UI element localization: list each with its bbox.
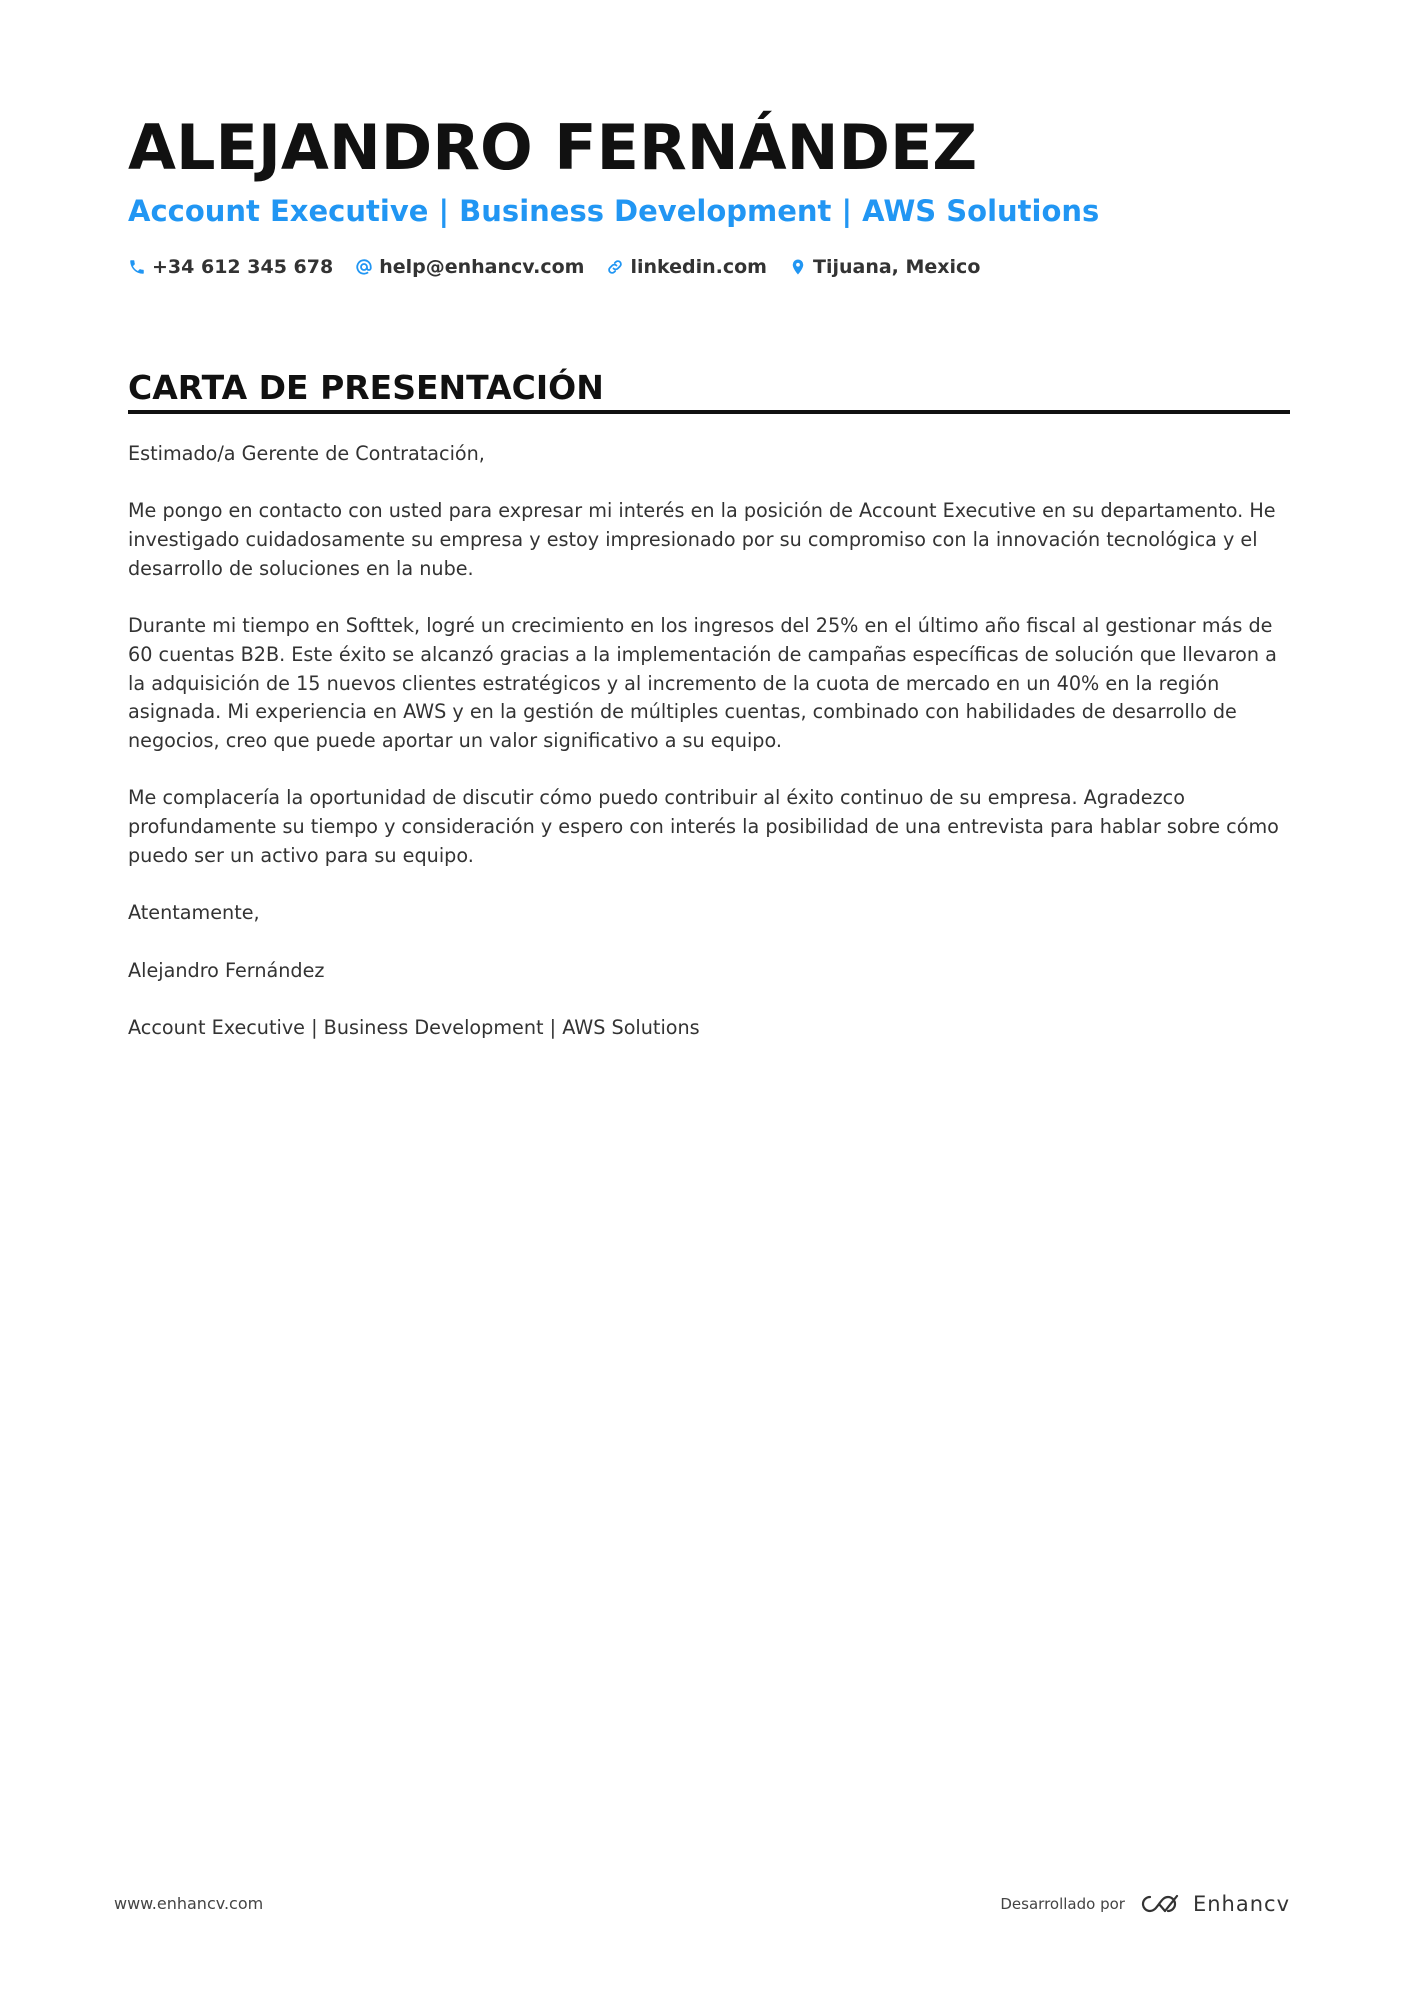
candidate-name: ALEJANDRO FERNÁNDEZ [128, 111, 978, 184]
enhancv-logo-icon [1135, 1890, 1183, 1918]
letter-greeting: Estimado/a Gerente de Contratación, [128, 442, 485, 465]
phone-icon [128, 258, 146, 276]
contact-location [789, 256, 980, 278]
footer-url[interactable]: www.enhancv.com [114, 1894, 264, 1913]
contact-row [128, 252, 980, 282]
powered-by-label: Desarrollado por [1000, 1895, 1125, 1913]
contact-phone-text: +34 612 345 678 [152, 256, 334, 278]
letter-paragraph-3: Me complacería la oportunidad de discutir cómo puedo contribuir al éxito continuo de su empresa. Agradezco profundamente su tiempo y consideración y espero con interés la posibilidad de una entrevista para hablar sobre cómo puedo ser un activo para su equipo. [128, 786, 1279, 867]
contact-location-text: Tijuana, Mexico [812, 256, 981, 278]
signature-title: Account Executive | Business Development | AWS Solutions [128, 1015, 700, 1039]
contact-phone[interactable] [128, 256, 333, 278]
letter-paragraph-2: Durante mi tiempo en Softtek, logré un crecimiento en los ingresos del 25% en el último año fiscal al gestionar más de 60 cuentas B2B. Este éxito se alcanzó gracias a la implementación de campañas específicas de solución que llevaron a la adquisición de 15 nuevos clientes estratégicos y al incremento de la cuota de mercado en un 40% en la región asignada. Mi experiencia en AWS y en la gestión de múltiples cuentas, combinado con habilidades de desarrollo de negocios, creo que puede aportar un valor significativo a su equipo. [128, 614, 1277, 752]
link-icon [606, 258, 624, 276]
section-title: CARTA DE PRESENTACIÓN [128, 368, 604, 407]
at-icon [355, 258, 373, 276]
contact-linkedin-text: linkedin.com [630, 256, 767, 278]
candidate-headline: Account Executive | Business Development | AWS Solutions [128, 194, 1100, 228]
letter-closing: Atentamente, [128, 901, 260, 925]
brand-name: Enhancv [1192, 1892, 1290, 1916]
location-pin-icon [789, 258, 807, 276]
letter-body [128, 440, 1290, 1071]
footer-brand[interactable] [1000, 1890, 1290, 1918]
contact-linkedin[interactable] [606, 256, 767, 278]
contact-email-text: help@enhancv.com [379, 256, 585, 278]
contact-email[interactable] [355, 256, 584, 278]
signature-name: Alejandro Fernández [128, 958, 325, 982]
section-divider [128, 410, 1290, 414]
letter-paragraph-1: Me pongo en contacto con usted para expresar mi interés en la posición de Account Executive en su departamento. He investigado cuidadosamente su empresa y estoy impresionado por su compromiso con la innovación tecnológica y el desarrollo de soluciones en la nube. [128, 499, 1276, 580]
